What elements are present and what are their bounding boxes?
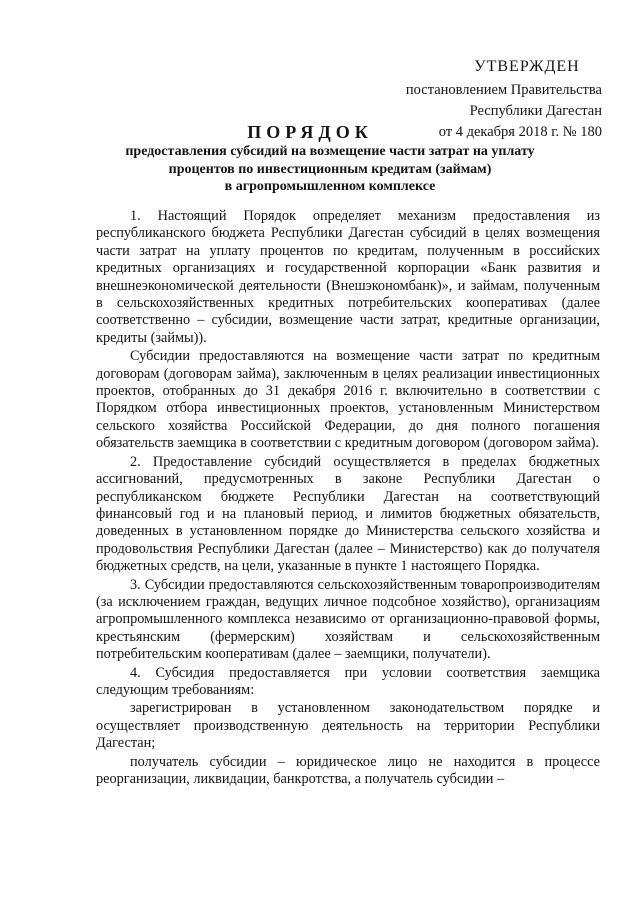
title-word: ПОРЯДОК xyxy=(247,122,373,142)
document-title xyxy=(60,121,600,196)
approval-line-2: Республики Дагестан xyxy=(469,103,602,119)
paragraph-5: 4. Субсидия предоставляется при условии соответствия заемщика следующим требованиям: xyxy=(96,664,600,698)
paragraph-6: зарегистрирован в установленном законодательством порядке и осуществляет производственную деятельность на территории Республики Дагестан; xyxy=(96,700,600,752)
approval-line-1: постановлением Правительства xyxy=(405,82,602,98)
paragraph-3: 2. Предоставление субсидий осуществляется в пределах бюджетных ассигнований, предусмотренных в законе Республики Дагестан о республиканском бюджете Республики Дагестан на соответствующий финансовый год и на плановый период, и лимитов бюджетных обязательств, доведенных в установленном порядке до Министерства сельского хозяйства и продовольствия Республики Дагестан (далее – Министерство) как до получателя бюджетных средств, на цели, указанные в пункте 1 настоящего Порядка. xyxy=(96,453,600,575)
approval-line-3: от 4 декабря 2018 г. № 180 xyxy=(438,124,602,140)
paragraph-4: 3. Субсидии предоставляются сельскохозяйственным товаропроизводителям (за исключением граждан, ведущих личное подсобное хозяйство), организациям агропромышленного комплекса независимо от организационно-правовой формы, крестьянским (фермерским) хозяйствам и сельскохозяйственным потребительским кооперативам (далее – заемщики, получатели). xyxy=(96,576,600,663)
document-body xyxy=(96,208,600,788)
paragraph-1: 1. Настоящий Порядок определяет механизм предоставления из республиканского бюджета Республики Дагестан субсидий в целях возмещения части затрат на уплату процентов по кредитам, полученным в российских кредитных организациях и государственной корпорации «Банк развития и внешнеэкономической деятельности (Внешэкономбанк)», и займам, полученным в сельскохозяйственных кредитных потребительских кооперативах (далее соответственно – субсидии, возмещение части затрат, кредитные организации, кредиты (займы)). xyxy=(96,208,600,346)
title-line-1: предоставления субсидий на возмещение части затрат на уплату xyxy=(125,144,535,159)
paragraph-2: Субсидии предоставляются на возмещение части затрат по кредитным договорам (договорам займа), заключенным в целях реализации инвестиционных проектов, отобранных до 31 декабря 2016 г. включительно в соответствии с Порядком отбора инвестиционных проектов, установленным Министерством сельского хозяйства Российской Федерации, до дня полного погашения обязательств заемщика в соответствии с кредитным договором (договором займа). xyxy=(96,348,600,452)
title-line-3: в агропромышленном комплексе xyxy=(224,179,436,194)
paragraph-7: получатель субсидии – юридическое лицо не находится в процессе реорганизации, ликвидации, банкротства, а получатель субсидии – xyxy=(96,753,600,787)
title-line-2: процентов по инвестиционным кредитам (займам) xyxy=(168,161,492,177)
approval-heading: УТВЕРЖДЕН xyxy=(474,58,580,75)
